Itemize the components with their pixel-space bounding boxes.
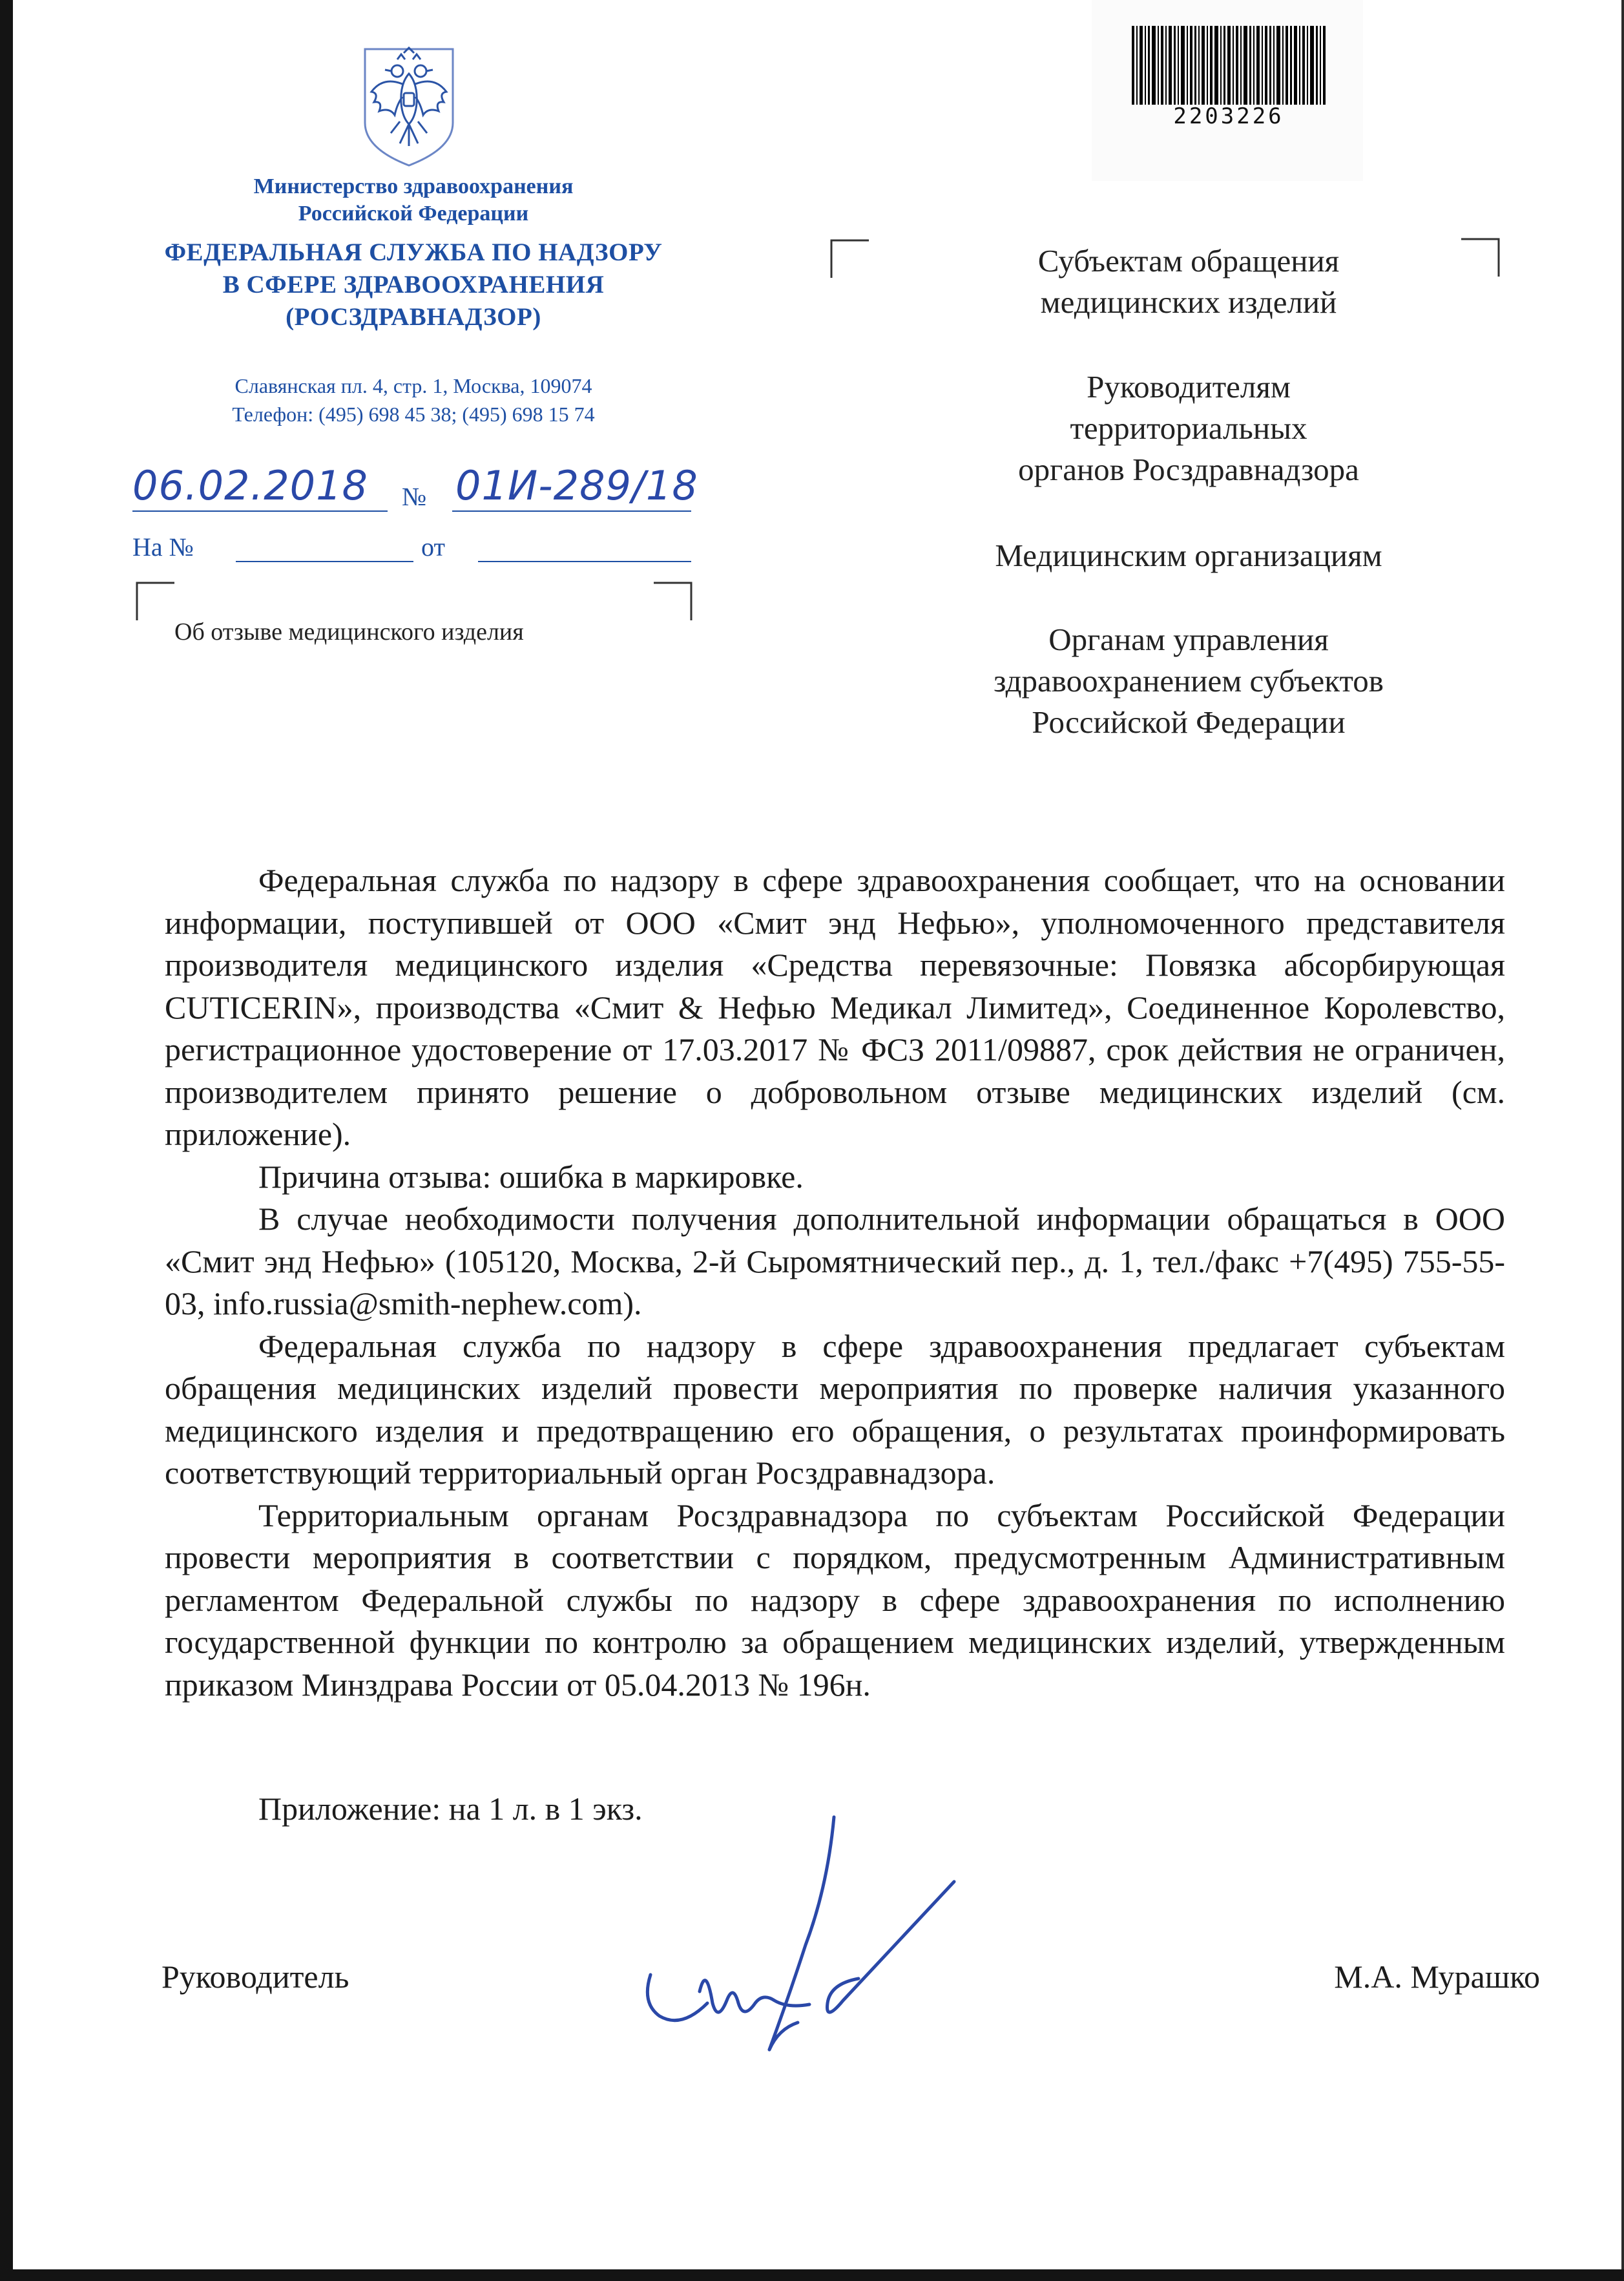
- agency-name: [123, 237, 704, 333]
- addressee-4-line-1: Органам управления: [1048, 622, 1329, 657]
- ministry-line-2: Российской Федерации: [298, 202, 529, 226]
- addressee-3: [930, 535, 1447, 576]
- addressee-4: [930, 619, 1447, 743]
- reference-underline: [236, 561, 413, 562]
- handwritten-date: 06.02.2018: [132, 462, 368, 509]
- body-paragraph-4: Федеральная служба по надзору в сфере здравоохранения предлагает субъектам обращения медицинских изделий провести мероприятия по проверке наличия указанного медицинского изделия и предотвращению его обращения, о результатах проинформировать соответствующий территориальный орган Росздравнадзора.: [165, 1327, 1505, 1491]
- reference-from-label: от: [421, 532, 445, 562]
- letter-body: [165, 859, 1505, 1706]
- addressee-1-line-1: Субъектам обращения: [1037, 243, 1340, 279]
- signatory-name: М.А. Мурашко: [1334, 1959, 1540, 1995]
- addressee-corner-right: [1461, 238, 1500, 277]
- barcode-number: 2203226: [1173, 103, 1284, 129]
- ministry-line-1: Министерство здравоохранения: [253, 174, 574, 198]
- scan-edge-bottom: [0, 2269, 1624, 2281]
- agency-line-2: В СФЕРЕ ЗДРАВООХРАНЕНИЯ: [222, 271, 605, 299]
- scan-edge-right: [1621, 0, 1624, 2281]
- body-paragraph-1: Федеральная служба по надзору в сфере здравоохранения сообщает, что на основании информации, поступившей от ООО «Смит энд Нефью», уполномоченного представителя производителя медицинского изделия «Средства перевязочные: Повязка абсорбирующая CUTICERIN», производства «Смит & Нефью Медикал Лимитед», Соединенное Королевство, регистрационное удостоверение от 17.03.2017 № ФСЗ 2011/09887, срок действия не ограничен, производителем принято решение о добровольном отзыве медицинских изделий (см. приложение).: [165, 862, 1505, 1152]
- signatory-title: Руководитель: [161, 1959, 349, 1995]
- scan-edge-left: [0, 0, 13, 2281]
- addressee-2-line-3: органов Росздравнадзора: [1018, 452, 1359, 487]
- addressee-corner-left: [830, 239, 869, 278]
- addressee-2-line-2: территориальных: [1070, 410, 1307, 446]
- agency-line-3: (РОСЗДРАВНАДЗОР): [286, 303, 541, 331]
- letter-subject: Об отзыве медицинского изделия: [174, 618, 524, 646]
- attachment-note: Приложение: на 1 л. в 1 экз.: [258, 1791, 643, 1827]
- agency-phone: Телефон: (495) 698 45 38; (495) 698 15 74: [232, 403, 595, 426]
- addressee-2: [930, 366, 1447, 490]
- russian-coat-of-arms-icon: [357, 45, 461, 168]
- number-underline: [452, 510, 691, 512]
- addressee-4-line-3: Российской Федерации: [1032, 704, 1346, 740]
- handwritten-signature-icon: [636, 1809, 985, 2068]
- addressee-3-line-1: Медицинским организациям: [995, 538, 1382, 573]
- outgoing-number: [455, 462, 698, 509]
- ministry-name: [123, 173, 704, 227]
- body-paragraph-3: В случае необходимости получения дополнительной информации обращаться в ООО «Смит энд Нефью» (105120, Москва, 2-й Сыромятнический пер., д. 1, тел./факс +7(495) 755-55-03, info.russia@smith-nephew.com).: [165, 1201, 1505, 1321]
- reference-label: На №: [132, 532, 194, 562]
- handwritten-number: 01И-289/18: [455, 462, 698, 509]
- subject-corner-right: [654, 582, 692, 620]
- body-paragraph-2: Причина отзыва: ошибка в маркировке.: [258, 1158, 804, 1195]
- barcode-icon: [1132, 26, 1326, 105]
- addressee-4-line-2: здравоохранением субъектов: [994, 663, 1384, 699]
- addressee-1-line-2: медицинских изделий: [1040, 284, 1337, 320]
- date-underline: [132, 510, 388, 512]
- reference-date-underline: [478, 561, 691, 562]
- addressee-2-line-1: Руководителям: [1087, 369, 1291, 405]
- agency-address: Славянская пл. 4, стр. 1, Москва, 109074: [234, 374, 592, 397]
- number-sign: №: [402, 482, 427, 511]
- body-paragraph-5: Территориальным органам Росздравнадзора по субъектам Российской Федерации провести мероприятия в соответствии с порядком, предусмотренным Административным регламентом Федеральной службы по надзору в сфере здравоохранения по исполнению государственной функции по контролю за обращением медицинских изделий, утвержденным приказом Минздрава России от 05.04.2013 № 196н.: [165, 1497, 1505, 1703]
- agency-line-1: ФЕДЕРАЛЬНАЯ СЛУЖБА ПО НАДЗОРУ: [164, 238, 663, 266]
- addressee-1: [930, 240, 1447, 323]
- agency-contacts: [123, 372, 704, 428]
- subject-corner-left: [136, 582, 174, 620]
- outgoing-date: [132, 462, 368, 509]
